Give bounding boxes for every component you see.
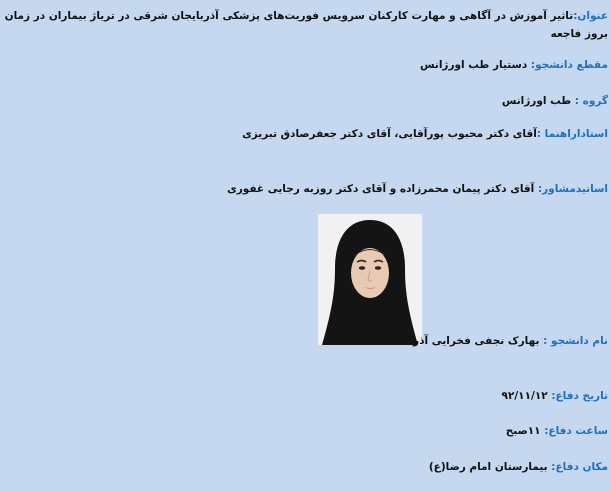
advisors-row	[227, 183, 608, 195]
student-label: نام دانشجو :	[543, 335, 608, 347]
group-value: طب اورژانس	[501, 95, 575, 107]
defense-place-value: بیمارستان امام رضا(ع)	[428, 461, 552, 473]
student-portrait-icon	[318, 214, 422, 345]
student-value: بهارک نجفی فخرایی آذر	[413, 335, 544, 347]
advisors-value: آقای دکتر پیمان محمرزاده و آقای دکتر روزبه رجایی غفوری	[227, 183, 538, 195]
student-row	[413, 335, 608, 347]
defense-date-label: تاریخ دفاع:	[551, 390, 608, 402]
section-label: مقطع دانشجو:	[530, 59, 608, 71]
title-value: تاثیر آموزش در آگاهی و مهارت کارکنان سرویس فوریت‌های پزشکی آذربایجان شرقی در تریاژ بیماران در زمان بروز فاجعه	[4, 10, 608, 40]
group-label: گروه :	[574, 95, 608, 107]
advisors-label: اساتیدمشاور:	[537, 183, 608, 195]
defense-date-value: ۹۲/۱۱/۱۲	[501, 390, 552, 402]
defense-place-row	[429, 461, 608, 473]
defense-time-value: ۱۱صبح	[505, 425, 545, 437]
defense-time-row	[506, 425, 608, 437]
section-row	[420, 59, 608, 71]
defense-time-label: ساعت دفاع:	[544, 425, 608, 437]
supervisors-label: استاداراهنما :	[536, 128, 608, 140]
thesis-title-row	[4, 7, 608, 43]
defense-place-label: مکان دفاع:	[551, 461, 608, 473]
section-value: دستیار طب اورژانس	[420, 59, 531, 71]
student-photo	[318, 214, 422, 345]
supervisors-value: آقای دکتر محبوب پورآقایی، آقای دکتر جعفرصادق تبریزی	[242, 128, 537, 140]
title-label: عنوان:	[573, 10, 608, 22]
group-row	[502, 95, 608, 107]
supervisors-row	[242, 128, 608, 140]
defense-date-row	[502, 390, 608, 402]
